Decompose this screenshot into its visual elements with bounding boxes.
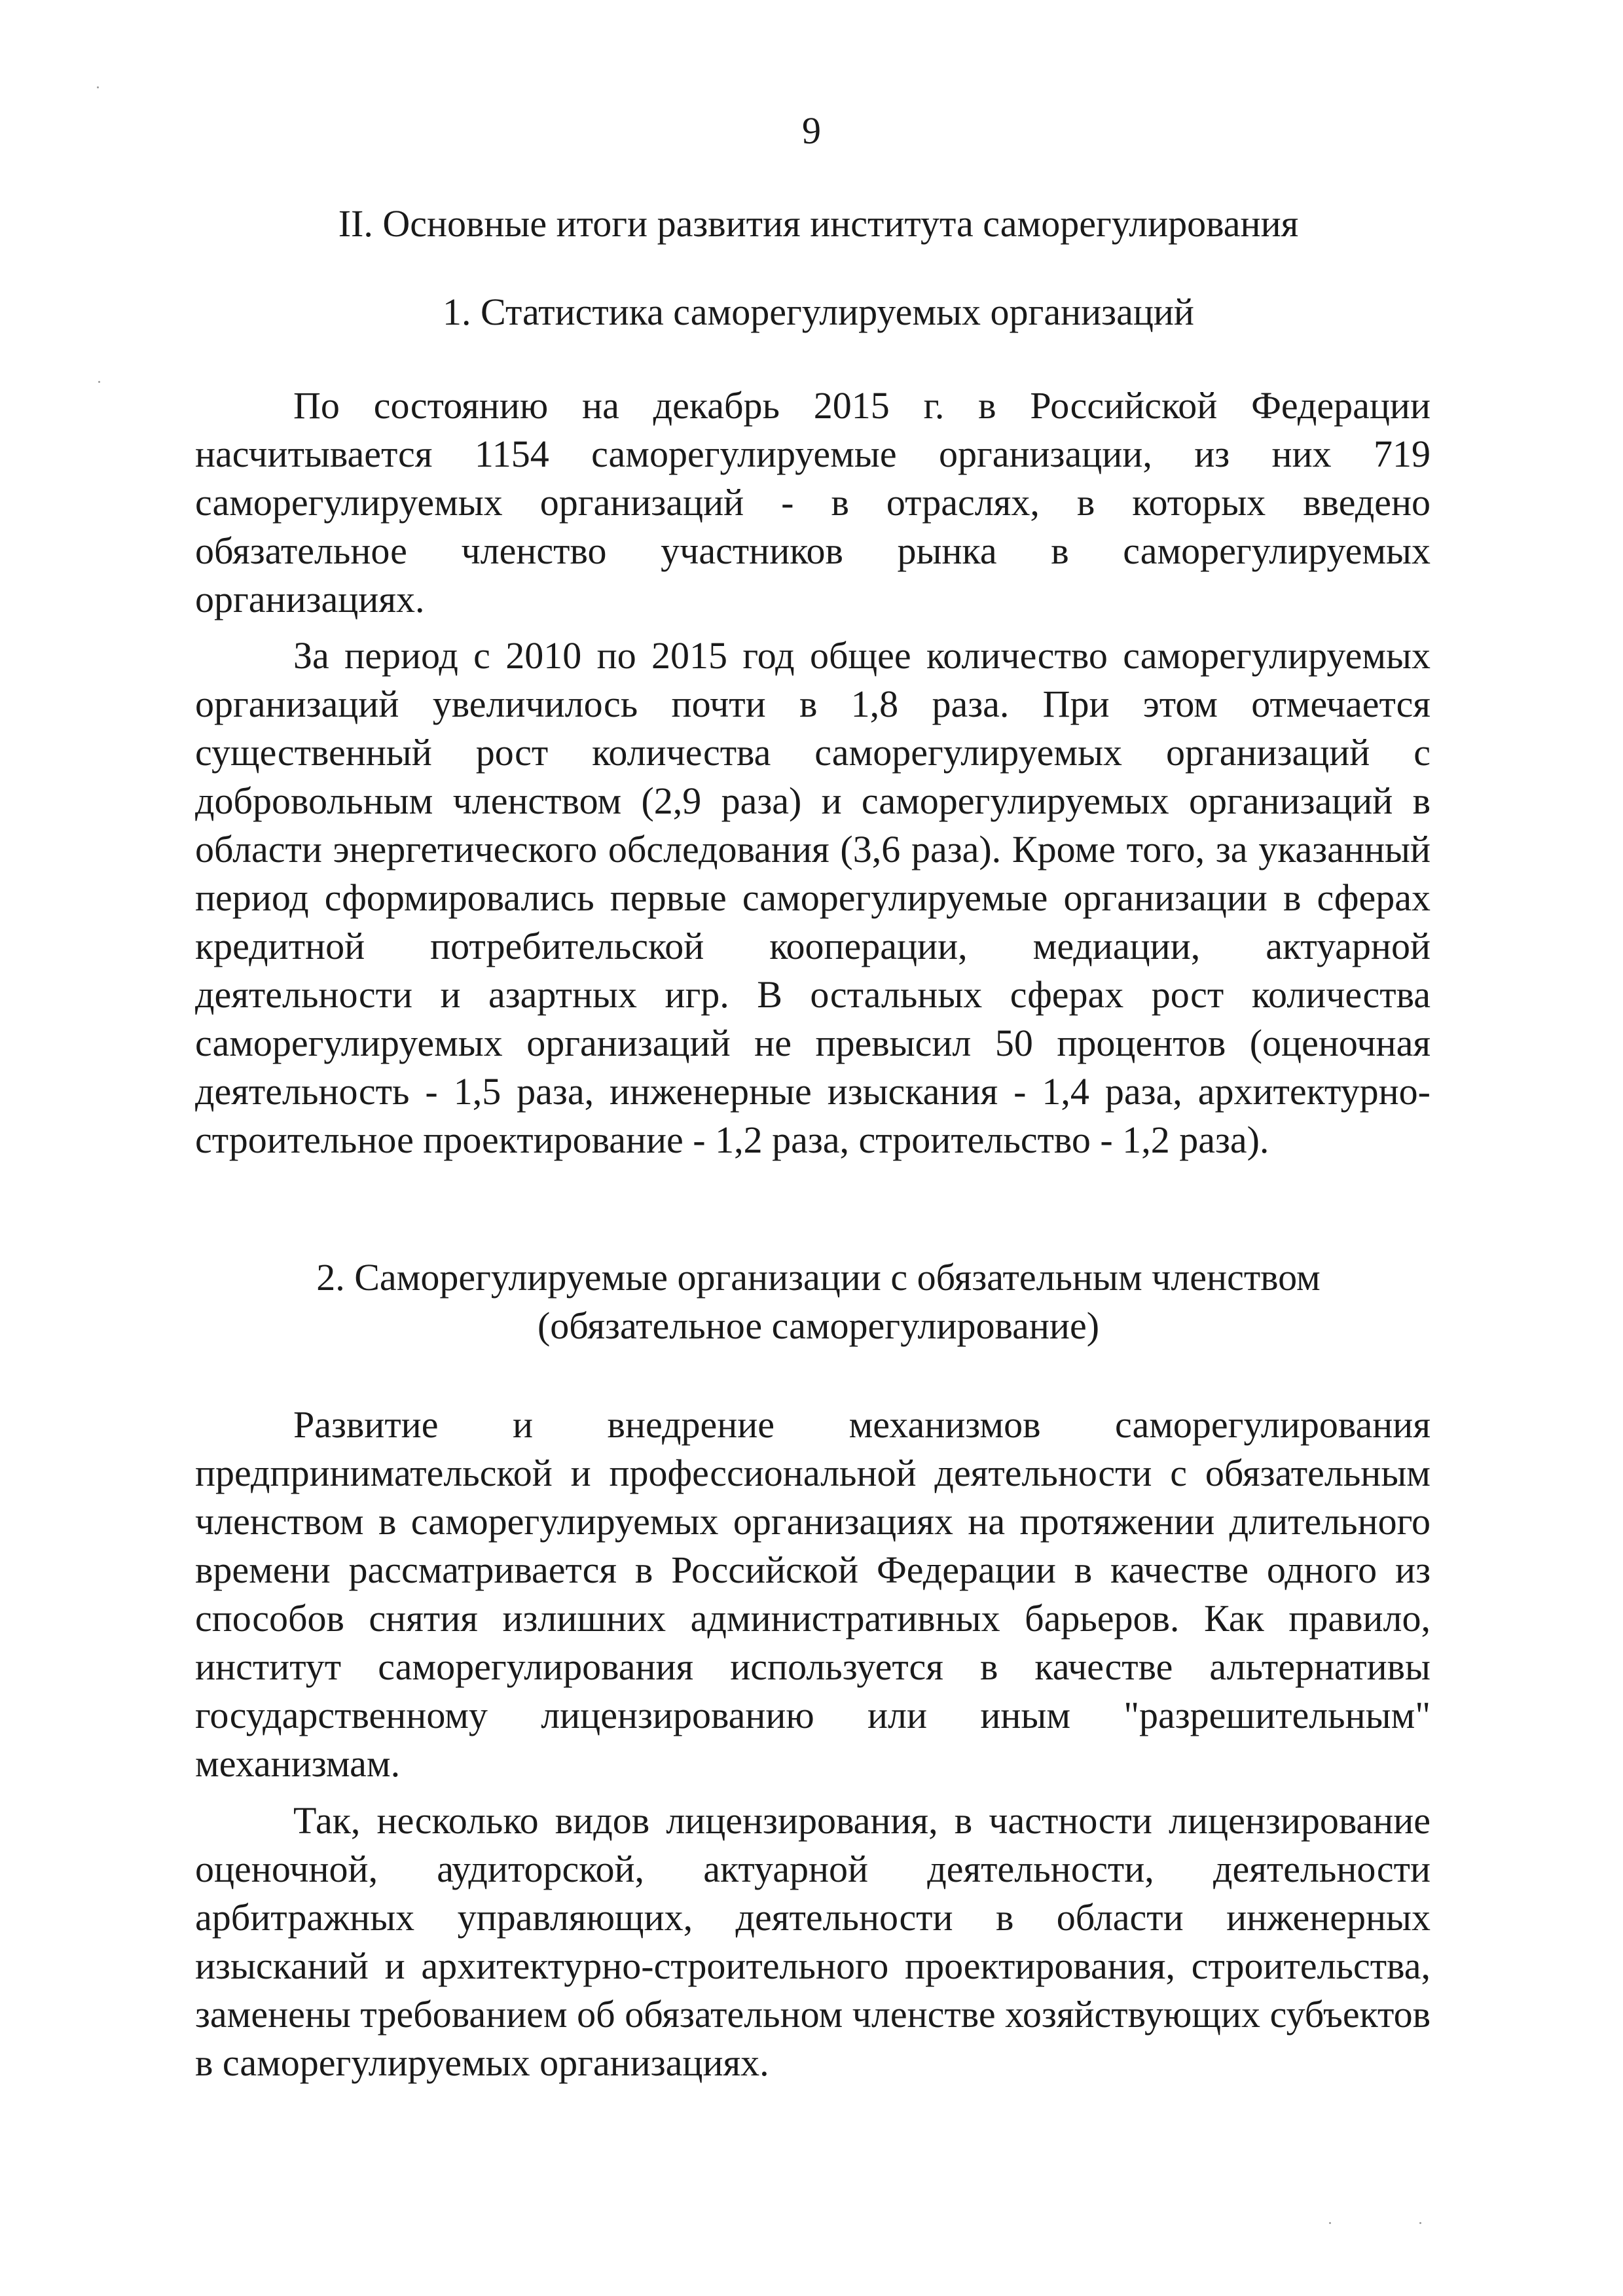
paragraph-licensing-replaced: Так, несколько видов лицензирования, в частности лицензирование оценочной, аудиторской, актуарной деятельности, деятельности арбитражных управляющих, деятельности в области инженерных изысканий и архитектурно-строительного проектирования, строительства, заменены требованием об обязательном членстве хозяйствующих субъектов в саморегулируемых организациях.: [195, 1799, 1431, 2084]
subsection-2-title: [196, 1253, 1440, 1350]
paragraph-mandatory-membership: Развитие и внедрение механизмов саморегулирования предпринимательской и профессиональной деятельности с обязательным членством в саморегулируемых организациях на протяжении длительного времени рассматривается в Российской Федерации в качестве одного из способов снятия излишних административных барьеров. Как правило, институт саморегулирования используется в качестве альтернативы государственному лицензированию или иным "разрешительным" механизмам.: [195, 1403, 1431, 1785]
scan-speck: [97, 86, 99, 88]
scan-speck: [1419, 2222, 1421, 2224]
paragraph-growth-period: За период с 2010 по 2015 год общее количество саморегулируемых организаций увеличилось почти в 1,8 раза. При этом отмечается существенный рост количества саморегулируемых организаций с добровольным членством (2,9 раза) и саморегулируемых организаций в области энергетического обследования (3,6 раза). Кроме того, за указанный период сформировались первые саморегулируемые организации в сферах кредитной потребительской кооперации, медиации, актуарной деятельности и азартных игр. В остальных сферах рост количества саморегулируемых организаций не превысил 50 процентов (оценочная деятельность - 1,5 раза, инженерные изыскания - 1,4 раза, архитектурно-строительное проектирование - 1,2 раза, строительство - 1,2 раза).: [195, 634, 1431, 1161]
paragraph-statistics-overview: По состоянию на декабрь 2015 г. в Российской Федерации насчитывается 1154 саморегулируемые организации, из них 719 саморегулируемых организаций - в отраслях, в которых введено обязательное членство участников рынка в саморегулируемых организациях.: [195, 384, 1431, 620]
subsection-2-title-line-2: (обязательное саморегулирование): [537, 1304, 1100, 1347]
subsection-1-title: 1. Статистика саморегулируемых организаций: [443, 291, 1194, 333]
section-heading: II. Основные итоги развития института саморегулирования: [338, 202, 1299, 245]
page-number: 9: [802, 109, 821, 152]
scan-speck: [1329, 2222, 1331, 2224]
scan-speck: [98, 381, 100, 383]
subsection-2-title-line-1: 2. Саморегулируемые организации с обязательным членством: [316, 1256, 1321, 1299]
